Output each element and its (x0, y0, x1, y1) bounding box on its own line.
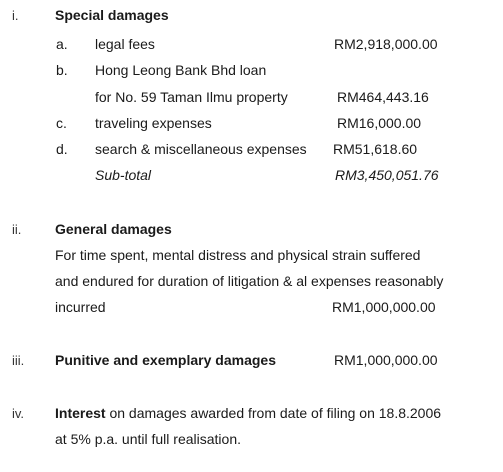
item-letter: c. (56, 115, 67, 131)
section-amount: RM1,000,000.00 (334, 352, 438, 368)
section-heading: Punitive and exemplary damages (55, 352, 276, 368)
item-label: search & miscellaneous expenses (95, 141, 307, 157)
paragraph-line: For time spent, mental distress and physical strain suffered (55, 247, 421, 263)
item-label: traveling expenses (95, 115, 212, 131)
section-numeral: ii. (12, 222, 22, 237)
paragraph-line: and endured for duration of litigation & al expenses reasonably (55, 273, 444, 289)
item-label: legal fees (95, 36, 155, 52)
section-heading: Special damages (55, 7, 169, 23)
item-amount: RM2,918,000.00 (334, 36, 438, 52)
section-amount: RM1,000,000.00 (332, 299, 436, 315)
item-label-line2: for No. 59 Taman Ilmu property (95, 89, 288, 105)
item-letter: b. (56, 62, 68, 78)
item-amount: RM51,618.60 (333, 141, 418, 157)
section-numeral: iv. (12, 406, 25, 421)
item-label: Hong Leong Bank Bhd loan (95, 62, 267, 78)
section-numeral: i. (12, 8, 19, 23)
item-letter: d. (56, 141, 68, 157)
section-numeral: iii. (12, 353, 25, 368)
item-letter: a. (56, 36, 68, 52)
paragraph-line: incurred (55, 299, 106, 315)
interest-line2: at 5% p.a. until full realisation. (55, 431, 241, 447)
interest-line-rest: on damages awarded from date of filing on 18.8.2006 (105, 405, 442, 421)
interest-line (55, 406, 441, 420)
subtotal-amount: RM3,450,051.76 (335, 167, 439, 183)
interest-bold-word: Interest (55, 405, 106, 421)
section-heading: General damages (55, 221, 172, 237)
item-amount: RM464,443.16 (337, 89, 429, 105)
subtotal-label: Sub-total (95, 167, 152, 183)
item-amount: RM16,000.00 (337, 115, 422, 131)
